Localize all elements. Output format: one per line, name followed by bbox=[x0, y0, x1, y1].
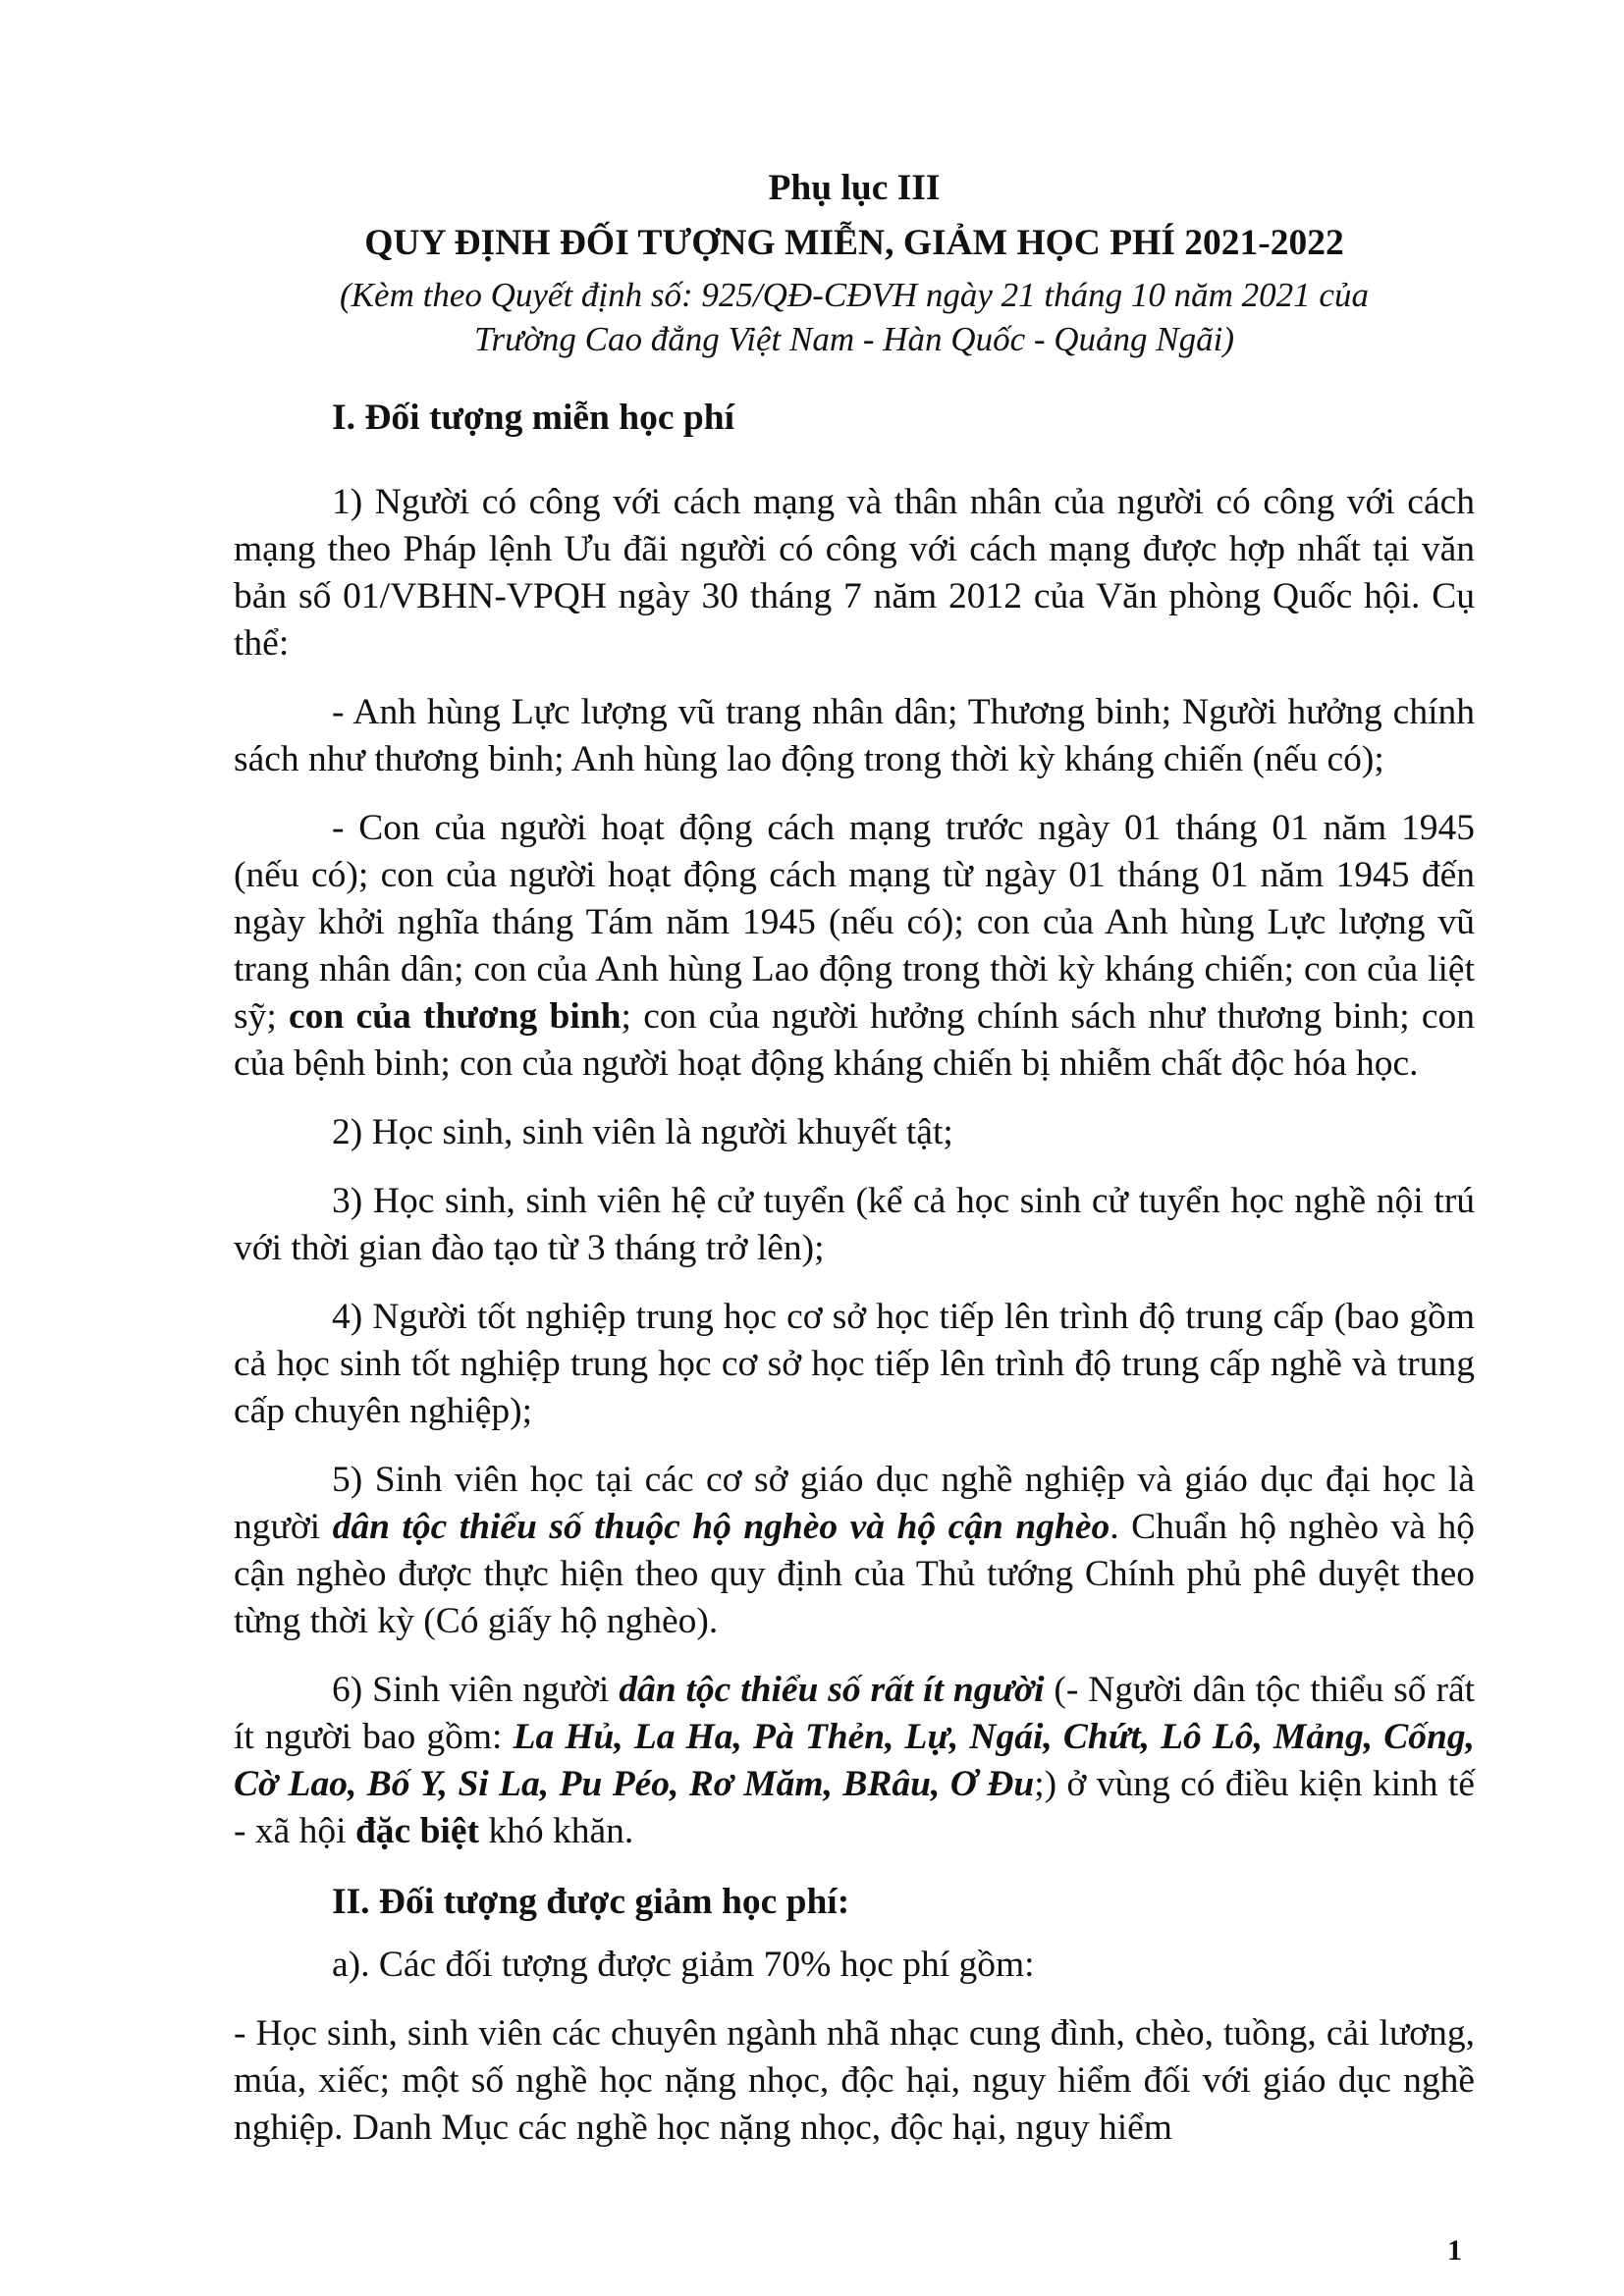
paragraph-5-end: . Chuẩn hộ nghèo và hộ cận nghèo được thực hiện theo quy định của Thủ tướng Chính phủ phê duyệt theo từng thời kỳ (Có giấy hộ nghèo). bbox=[234, 1507, 1475, 1641]
document-subtitle bbox=[234, 273, 1475, 361]
paragraph-5-bold: dân tộc thiểu số thuộc hộ nghèo và hộ cận nghèo bbox=[332, 1507, 1110, 1547]
appendix-title: Phụ lục III bbox=[768, 168, 941, 208]
paragraph-1b-end: ; con của người hưởng chính sách như thương binh; con của bệnh binh; con của người hoạt động kháng chiến bị nhiễm chất độc hóa học. bbox=[234, 996, 1476, 1084]
subtitle-line-2: Trường Cao đẳng Việt Nam - Hàn Quốc - Quảng Ngãi) bbox=[473, 320, 1235, 358]
document-body bbox=[234, 165, 1475, 2152]
document-heading: QUY ĐỊNH ĐỐI TƯỢNG MIỄN, GIẢM HỌC PHÍ 2021-2022 bbox=[364, 223, 1344, 263]
paragraph-1b-start: - Con của người hoạt động cách mạng trước ngày 01 tháng 01 năm 1945 (nếu có); con của người hoạt động cách mạng từ ngày 01 tháng 01 năm 1945 đến ngày khởi nghĩa tháng Tám năm 1945 (nếu có); con của Anh hùng Lực lượng vũ trang nhân dân; con của Anh hùng Lao động trong thời kỳ kháng chiến; con của liệt sỹ; bbox=[234, 808, 1475, 1037]
paragraph-5 bbox=[234, 1457, 1475, 1645]
paragraph-2: 2) Học sinh, sinh viên là người khuyết tật; bbox=[332, 1112, 953, 1152]
paragraph-a: a). Các đối tượng được giảm 70% học phí gồm: bbox=[332, 1945, 1035, 1985]
subtitle-line-1: (Kèm theo Quyết định số: 925/QĐ-CĐVH ngày 21 tháng 10 năm 2021 của bbox=[340, 276, 1369, 314]
section-heading-exemption: I. Đối tượng miễn học phí bbox=[332, 398, 734, 438]
paragraph-1a: - Anh hùng Lực lượng vũ trang nhân dân; Thương binh; Người hưởng chính sách như thương binh; Anh hùng lao động trong thời kỳ kháng chiến (nếu có); bbox=[234, 692, 1475, 779]
page-number: 1 bbox=[1447, 2234, 1462, 2267]
paragraph-6-bold-3: đặc biệt bbox=[354, 1811, 479, 1851]
paragraph-4: 4) Người tốt nghiệp trung học cơ sở học tiếp lên trình độ trung cấp (bao gồm cả học sinh tốt nghiệp trung học cơ sở học tiếp lên trình độ trung cấp nghề và trung cấp chuyên nghiệp); bbox=[234, 1297, 1475, 1431]
paragraph-6-start: 6) Sinh viên người bbox=[332, 1670, 620, 1710]
paragraph-6-mid: (- Người dân tộc thiểu số rất ít người bao gồm: bbox=[234, 1670, 1476, 1757]
paragraph-1b bbox=[234, 805, 1475, 1088]
paragraph-5-start: 5) Sinh viên học tại các cơ sở giáo dục nghề nghiệp và giáo dục đại học là người bbox=[234, 1460, 1475, 1547]
paragraph-3: 3) Học sinh, sinh viên hệ cử tuyển (kể cả học sinh cử tuyển học nghề nội trú với thời gian đào tạo từ 3 tháng trở lên); bbox=[234, 1181, 1475, 1268]
section-heading-reduction: II. Đối tượng được giảm học phí: bbox=[332, 1882, 850, 1922]
paragraph-6-mid-2: ;) ở vùng có điều kiện kinh tế - xã hội bbox=[234, 1764, 1475, 1851]
paragraph-1b-bold: con của thương binh bbox=[289, 996, 622, 1037]
paragraph-a1: - Học sinh, sinh viên các chuyên ngành nhã nhạc cung đình, chèo, tuồng, cải lương, múa, xiếc; một số nghề học nặng nhọc, độc hại, nguy hiểm đối với giáo dục nghề nghiệp. Danh Mục các nghề học nặng nhọc, độc hại, nguy hiểm bbox=[234, 2013, 1475, 2148]
paragraph-6 bbox=[234, 1667, 1475, 1855]
paragraph-6-end: khó khăn. bbox=[478, 1811, 634, 1851]
paragraph-6-bold-2: La Hủ, La Ha, Pà Thẻn, Lự, Ngái, Chứt, Lô Lô, Mảng, Cống, Cờ Lao, Bố Y, Si La, Pu Péo, Rơ Măm, BRâu, Ơ Đu bbox=[234, 1717, 1475, 1804]
paragraph-1: 1) Người có công với cách mạng và thân nhân của người có công với cách mạng theo Pháp lệnh Ưu đãi người có công với cách mạng được hợp nhất tại văn bản số 01/VBHN-VPQH ngày 30 tháng 7 năm 2012 của Văn phòng Quốc hội. Cụ thể: bbox=[234, 482, 1475, 664]
paragraph-6-bold-1: dân tộc thiểu số rất ít người bbox=[619, 1670, 1045, 1710]
